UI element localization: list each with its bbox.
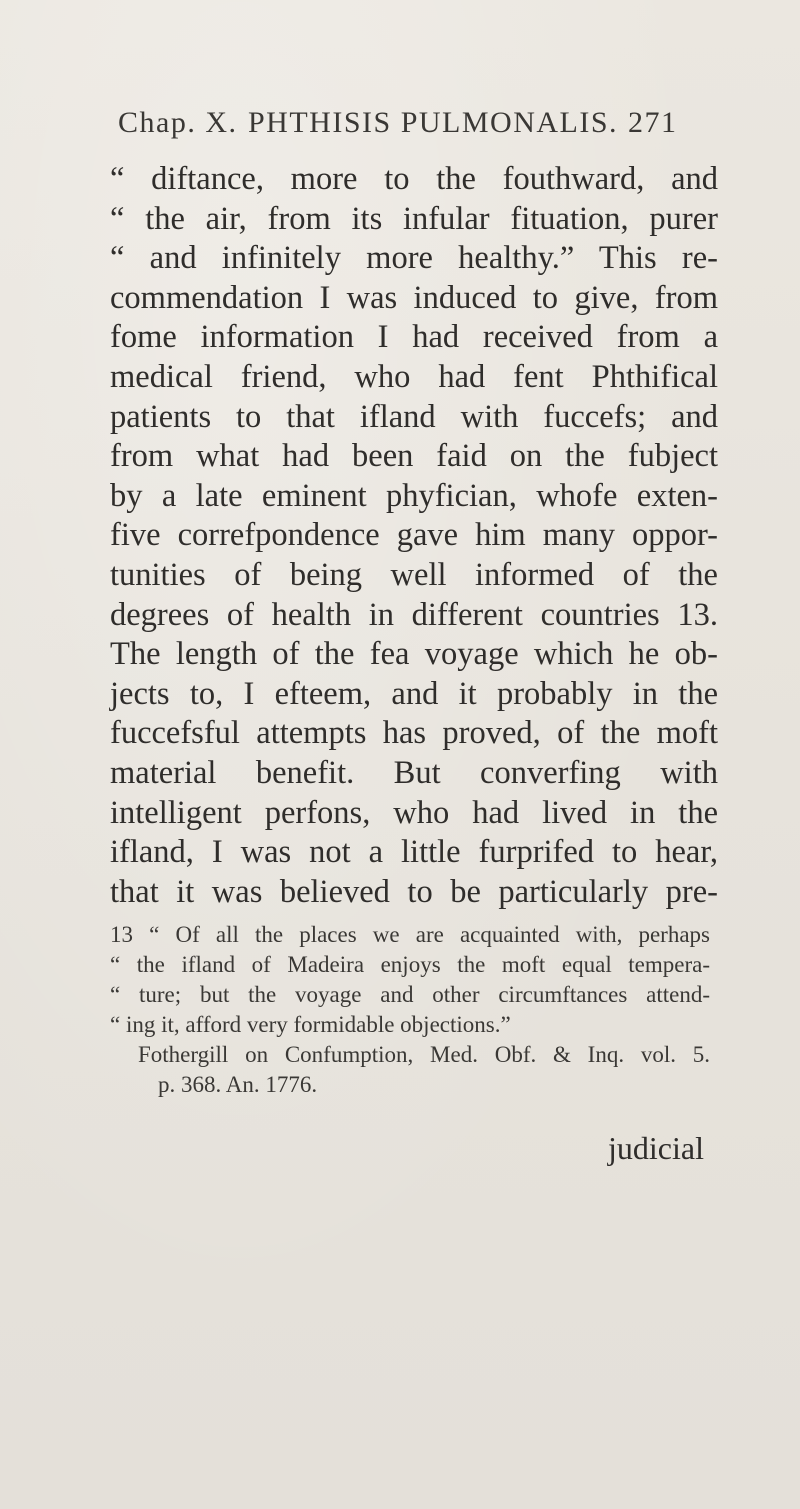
text-line: “ diftance, more to the fouthward, and [110, 161, 718, 197]
text-line: material benefit. But converfing with [110, 754, 718, 791]
running-header [118, 106, 688, 146]
text-line: patients to that ifland with fuccefs; and [110, 398, 718, 435]
catchword: judicial [608, 1130, 704, 1166]
text-line: by a late eminent phyfician, whofe exten- [110, 477, 718, 514]
chapter-label: Chap. X. [118, 106, 238, 139]
footnote-line: “ the ifland of Madeira enjoys the moft equal tempera- [110, 952, 710, 977]
text-line: fome information I had received from a [110, 319, 718, 356]
text-line: commendation I was induced to give, from [110, 279, 718, 316]
text-line: intelligent perfons, who had lived in the [110, 794, 718, 831]
text-line: tunities of being well informed of the [110, 556, 718, 593]
footnote-line: “ ture; but the voyage and other circumftances attend- [110, 982, 710, 1007]
text-line: medical friend, who had fent Phthifical [110, 358, 718, 395]
text-line: ifland, I was not a little furprifed to hear, [110, 834, 718, 871]
running-title: PHTHISIS PULMONALIS. [248, 106, 619, 139]
text-line: fuccefsful attempts has proved, of the moft [110, 715, 718, 752]
text-line: “ and infinitely more healthy.” This re- [110, 240, 718, 277]
main-text [110, 160, 718, 912]
footnote-line: “ ing it, afford very formidable objections.” [110, 1012, 511, 1037]
text-line: degrees of health in different countries 13. [110, 596, 718, 633]
text-line: from what had been faid on the fubject [110, 438, 718, 475]
footnote-citation: p. 368. An. 1776. [158, 1072, 318, 1097]
text-line: The length of the fea voyage which he ob- [110, 636, 718, 673]
footnote-line: 13 “ Of all the places we are acquainted with, perhaps [110, 922, 710, 947]
footnote [110, 920, 710, 1100]
text-line: “ the air, from its infular fituation, purer [110, 200, 718, 237]
text-line: five correfpondence gave him many oppor- [110, 517, 718, 554]
page-number: 271 [628, 106, 678, 139]
text-line: jects to, I efteem, and it probably in the [110, 675, 718, 712]
footnote-citation: Fothergill on Confumption, Med. Obf. & Inq. vol. 5. [138, 1042, 710, 1067]
text-line: that it was believed to be particularly pre- [110, 873, 718, 910]
